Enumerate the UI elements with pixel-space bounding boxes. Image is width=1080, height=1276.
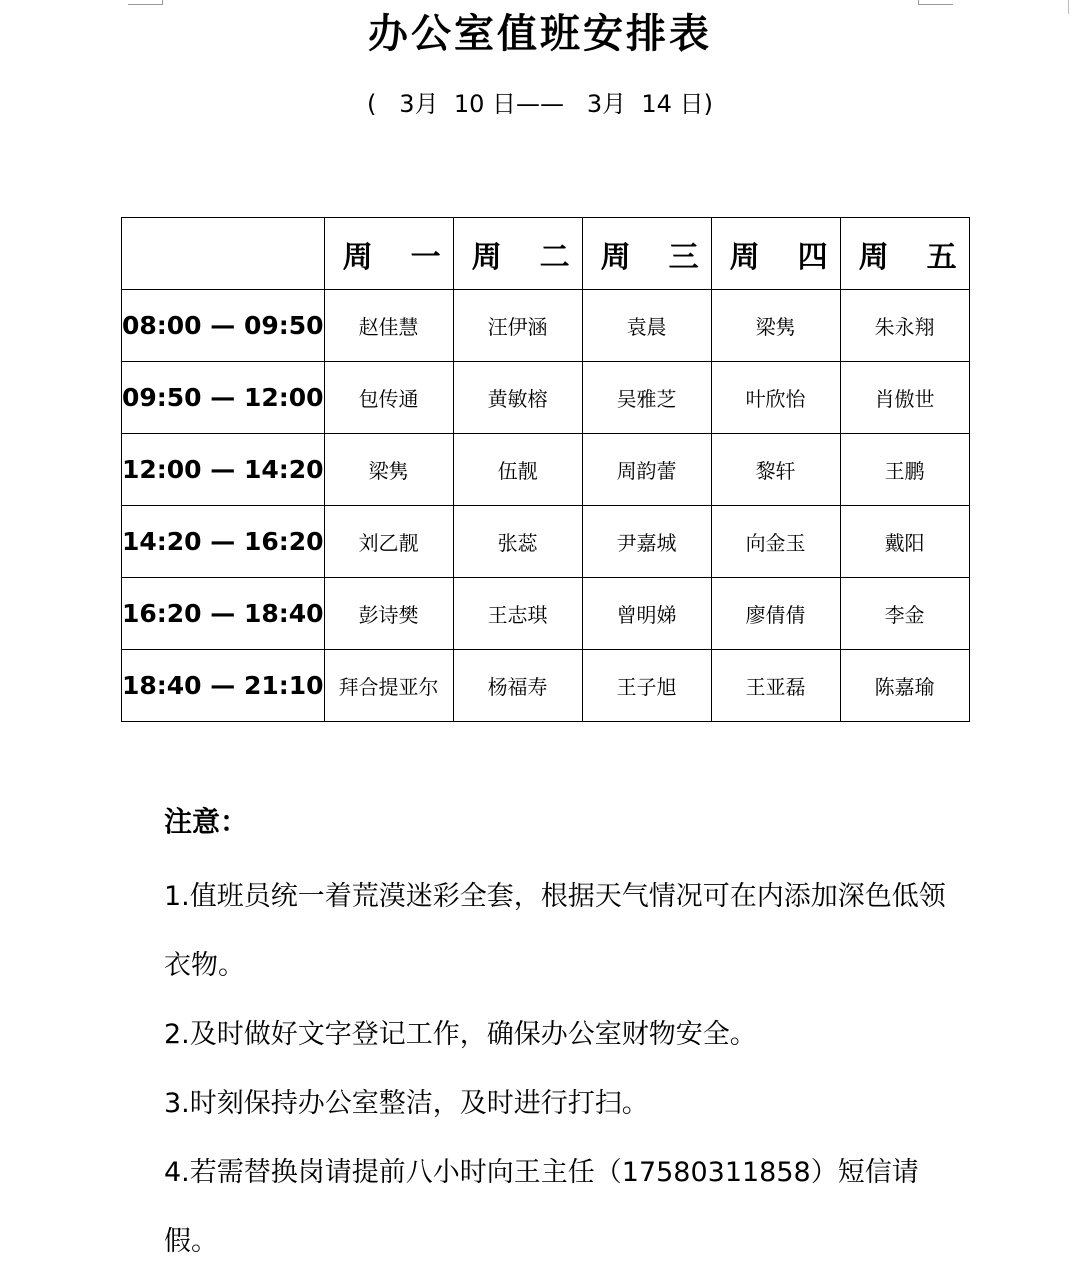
date-range: ( 3月 10 日—— 3月 14 日): [367, 90, 713, 118]
time-slot: 08:00 — 09:50: [122, 290, 325, 362]
note-item: 1.值班员统一着荒漠迷彩全套，根据天气情况可在内添加深色低领衣物。: [164, 881, 946, 981]
table-row: [122, 434, 970, 506]
duty-name: 梁隽: [324, 434, 453, 506]
duty-schedule-table: [121, 217, 970, 722]
header-friday: 周 五: [840, 218, 969, 290]
header-wednesday: 周 三: [582, 218, 711, 290]
duty-name: 叶欣怡: [711, 362, 840, 434]
duty-name: 伍靓: [453, 434, 582, 506]
table-header-row: [122, 218, 970, 290]
duty-name: 陈嘉瑜: [840, 650, 969, 722]
table-row: [122, 290, 970, 362]
duty-name: 王子旭: [582, 650, 711, 722]
duty-name: 肖傲世: [840, 362, 969, 434]
duty-name: 向金玉: [711, 506, 840, 578]
duty-name: 李金: [840, 578, 969, 650]
table-row: [122, 362, 970, 434]
duty-name: 周韵蕾: [582, 434, 711, 506]
duty-name: 彭诗樊: [324, 578, 453, 650]
header-corner: [122, 218, 325, 290]
table-row: [122, 578, 970, 650]
time-slot: 14:20 — 16:20: [122, 506, 325, 578]
margin-mark-left: [128, 0, 163, 5]
duty-name: 王亚磊: [711, 650, 840, 722]
duty-name: 汪伊涵: [453, 290, 582, 362]
duty-name: 拜合提亚尔: [324, 650, 453, 722]
duty-name: 刘乙靓: [324, 506, 453, 578]
duty-name: 戴阳: [840, 506, 969, 578]
note-item: 4.若需替换岗请提前八小时向王主任（17580311858）短信请假。: [164, 1157, 919, 1257]
duty-name: 廖倩倩: [711, 578, 840, 650]
duty-name: 黄敏榕: [453, 362, 582, 434]
duty-name: 朱永翔: [840, 290, 969, 362]
duty-name: 王志琪: [453, 578, 582, 650]
page-title: 办公室值班安排表: [368, 11, 712, 57]
header-tuesday: 周 二: [453, 218, 582, 290]
header-thursday: 周 四: [711, 218, 840, 290]
table-row: [122, 506, 970, 578]
duty-name: 曾明娣: [582, 578, 711, 650]
duty-name: 杨福寿: [453, 650, 582, 722]
time-slot: 16:20 — 18:40: [122, 578, 325, 650]
time-slot: 12:00 — 14:20: [122, 434, 325, 506]
note-item: 3.时刻保持办公室整洁，及时进行打扫。: [164, 1088, 649, 1119]
duty-name: 张蕊: [453, 506, 582, 578]
table-row: [122, 650, 970, 722]
duty-name: 梁隽: [711, 290, 840, 362]
duty-name: 王鹏: [840, 434, 969, 506]
duty-name: 包传通: [324, 362, 453, 434]
time-slot: 18:40 — 21:10: [122, 650, 325, 722]
header-monday: 周 一: [324, 218, 453, 290]
time-slot: 09:50 — 12:00: [122, 362, 325, 434]
duty-name: 赵佳慧: [324, 290, 453, 362]
duty-name: 吴雅芝: [582, 362, 711, 434]
notes-section: [164, 800, 964, 1276]
duty-name: 黎轩: [711, 434, 840, 506]
duty-name: 尹嘉城: [582, 506, 711, 578]
duty-name: 袁晨: [582, 290, 711, 362]
notes-title: 注意：: [164, 805, 249, 838]
margin-mark-right: [918, 0, 953, 5]
note-item: 2.及时做好文字登记工作，确保办公室财物安全。: [164, 1019, 757, 1050]
